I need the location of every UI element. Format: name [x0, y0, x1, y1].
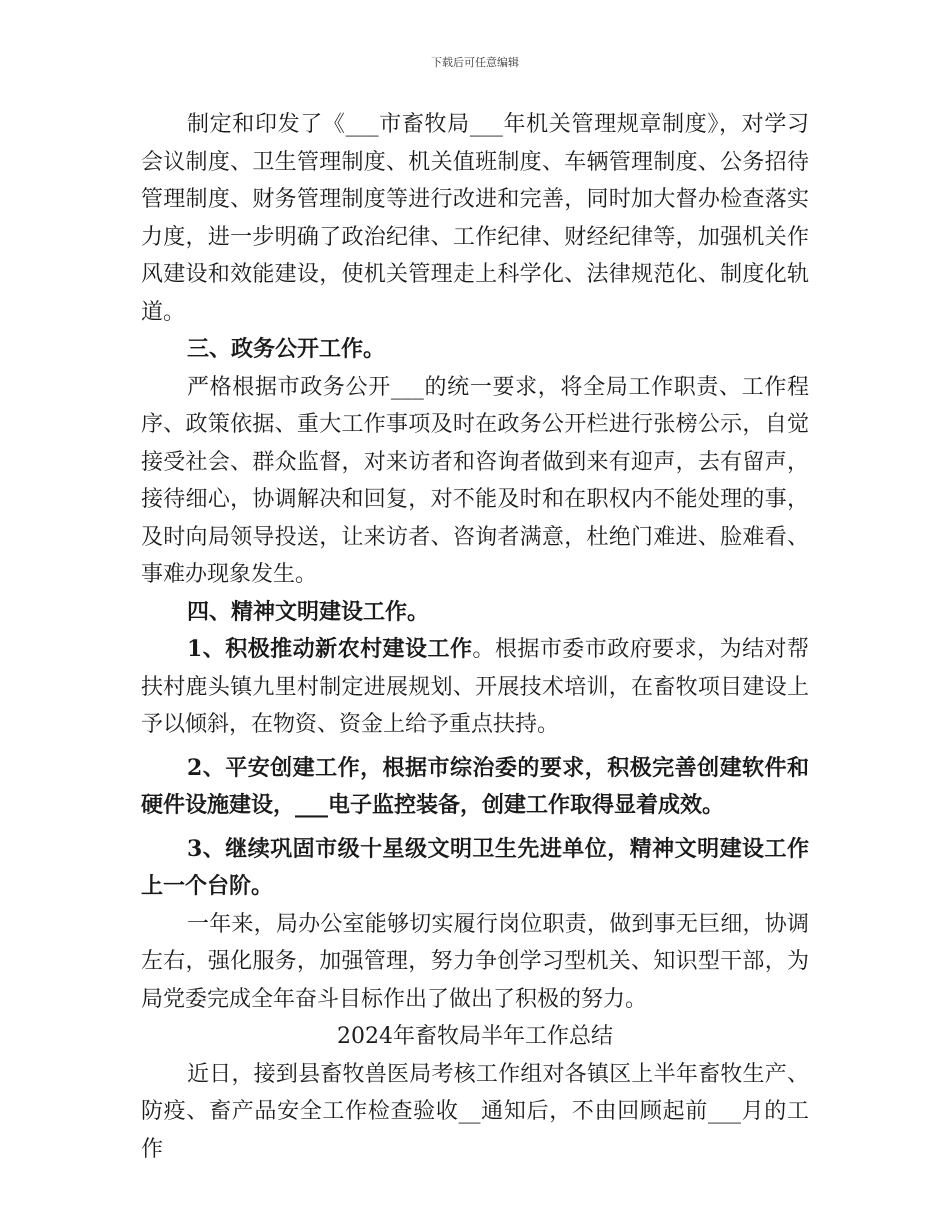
paragraph-government-affairs: 严格根据市政务公开___的统一要求，将全局工作职责、工作程序、政策依据、重大工作事项及时在政务公开栏进行张榜公示，自觉接受社会、群众监督，对来访者和咨询者做到来有迎声，去有留声，接待细心，协调解决和回复，对不能及时和在职权内不能处理的事，及时向局领导投送，让来访者、咨询者满意，杜绝门难进、脸难看、事难办现象发生。	[141, 374, 809, 587]
section-heading-government-affairs: 三、政务公开工作。	[187, 336, 386, 362]
list-item-new-countryside	[141, 631, 809, 744]
section-heading-spiritual-civilization: 四、精神文明建设工作。	[187, 598, 430, 625]
list-item-safety-building: 2、平安创建工作，根据市综治委的要求，积极完善创建软件和硬件设施建设，___电子监控装备，创建工作取得显着成效。	[141, 754, 809, 818]
page-header: 下载后可任意编辑	[431, 56, 519, 69]
list-item-new-countryside-text: 。根据市委市政府要求，为结对帮扶村鹿头镇九里村制定进展规划、开展技术培训，在畜牧项目建设上予以倾斜，在物资、资金上给予重点扶持。	[141, 637, 809, 737]
paragraph-regulations: 制定和印发了《___市畜牧局___年机关管理规章制度》，对学习会议制度、卫生管理制度、机关值班制度、车辆管理制度、公务招待管理制度、财务管理制度等进行改进和完善，同时加大督办检查落实力度，进一步明确了政治纪律、工作纪律、财经纪律等，加强机关作风建设和效能建设，使机关管理走上科学化、法律规范化、制度化轨道。	[141, 112, 809, 325]
paragraph-intro: 近日，接到县畜牧兽医局考核工作组对各镇区上半年畜牧生产、防疫、畜产品安全工作检查验收__通知后，不由回顾起前___月的工作	[141, 1061, 809, 1162]
paragraph-year-summary: 一年来，局办公室能够切实履行岗位职责，做到事无巨细，协调左右，强化服务，加强管理，努力争创学习型机关、知识型干部，为局党委完成全年奋斗目标作出了做出了积极的努力。	[141, 911, 809, 1012]
list-item-civilized-unit: 3、继续巩固市级十星级文明卫生先进单位，精神文明建设工作上一个台阶。	[141, 835, 809, 899]
list-item-new-countryside-title: 1、积极推动新农村建设工作	[187, 636, 473, 662]
document-title: 2024年畜牧局半年工作总结	[337, 1024, 613, 1049]
document-body	[141, 106, 809, 1168]
